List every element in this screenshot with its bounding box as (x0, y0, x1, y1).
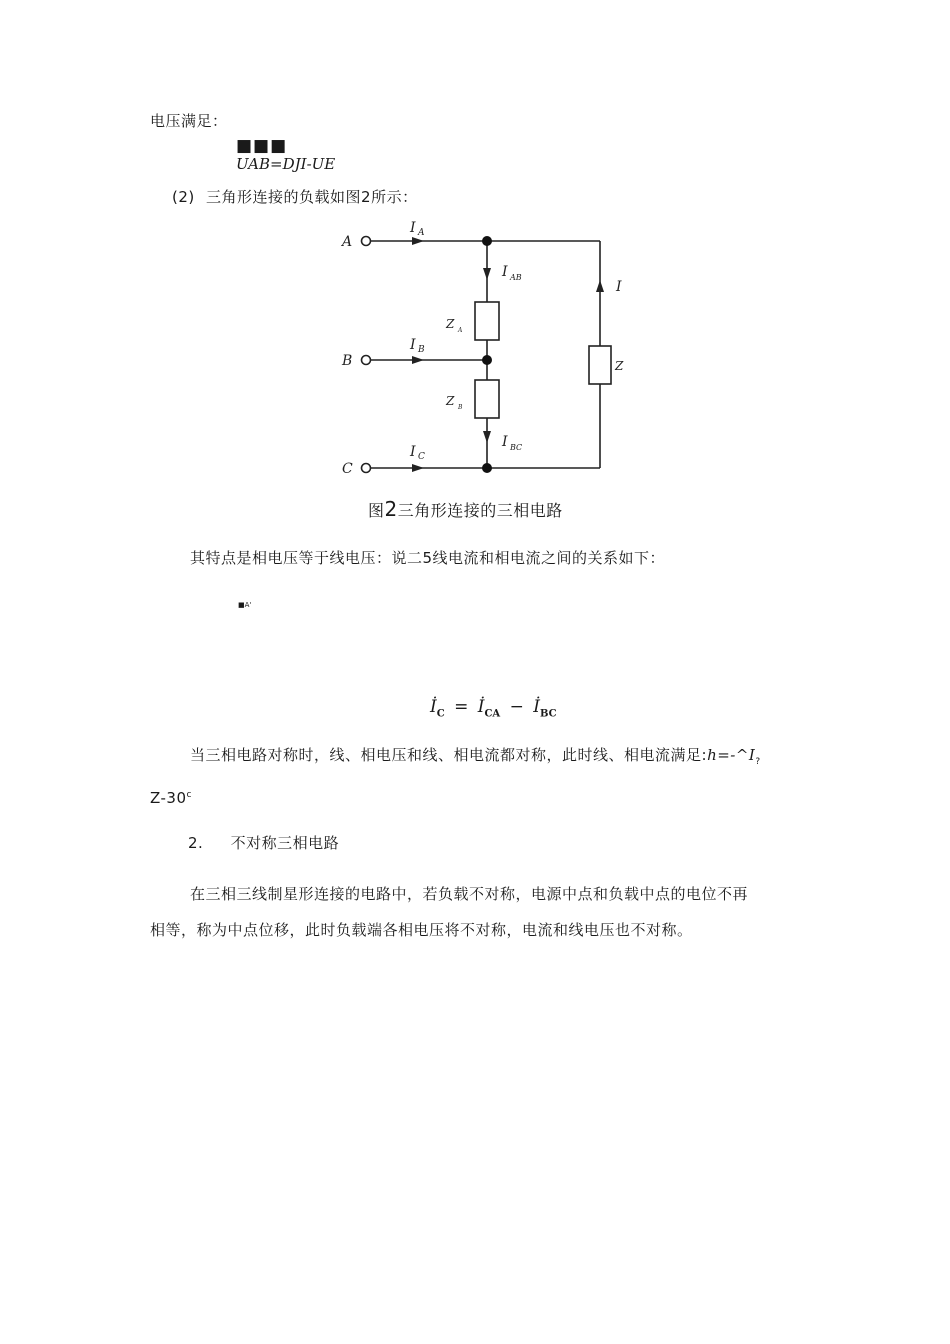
node-label-c: C (342, 461, 353, 477)
terminal-c (362, 464, 371, 473)
paragraph-symmetric-formula: h=-^I (707, 746, 756, 764)
label-zb-sub: B (458, 404, 463, 411)
eq-term1: İ (477, 697, 485, 717)
label-ib-sub: B (418, 345, 425, 355)
paragraph-symmetric (190, 744, 761, 767)
eq-term2: İ (533, 697, 540, 717)
paragraph-unbalanced-line1: 在三相三线制星形连接的电路中，若负载不对称，电源中点和负载中点的电位不再 (190, 885, 749, 903)
caption-prefix: 图 (368, 501, 385, 520)
list-item-2-text: 三角形连接的负载如图2所示： (206, 188, 418, 206)
intro-text: 电压满足： (150, 112, 228, 130)
angle-line (150, 789, 192, 807)
arrow-ibc (483, 431, 491, 443)
label-ib: I (410, 337, 416, 353)
placeholder-squares: ■■■ (236, 136, 288, 156)
label-i-right: I (616, 279, 622, 295)
paragraph-symmetric-text: 当三相电路对称时，线、相电压和线、相电流都对称，此时线、相电流满足: (190, 746, 708, 764)
label-ibc: I (502, 434, 508, 450)
label-iab: I (502, 264, 508, 280)
node-label-a: A (342, 234, 353, 250)
eq-equals: = (454, 697, 469, 717)
circuit-diagram (330, 218, 624, 480)
list-item-2 (172, 186, 418, 207)
current-equation (430, 697, 557, 719)
label-za: Z (446, 317, 455, 331)
label-ia: I (410, 220, 416, 236)
label-ibc-sub: BC (510, 443, 523, 452)
eq-term1-sub: CA (484, 708, 501, 720)
paragraph-relation: 其特点是相电压等于线电压：说二5线电流和相电流之间的关系如下： (190, 549, 666, 567)
section-heading (188, 832, 339, 853)
angle-value: Z-30 (150, 789, 187, 807)
eq-term2-sub: BC (539, 708, 557, 720)
arrow-ic (412, 464, 424, 472)
resistor-zb (475, 380, 499, 418)
eq-lhs: İ (430, 697, 437, 717)
eq-lhs-sub: C (436, 708, 445, 720)
paragraph-symmetric-formula-sub: ? (755, 757, 761, 767)
arrow-ib (412, 356, 424, 364)
caption-number: 2 (384, 497, 398, 521)
label-iab-sub: AB (510, 273, 522, 282)
resistor-za (475, 302, 499, 340)
label-za-sub: A (458, 327, 463, 334)
resistor-z-right (589, 346, 611, 384)
label-z-right: Z (615, 359, 624, 373)
section-number: 2. (188, 834, 204, 852)
angle-sup: c (186, 790, 192, 800)
delta-circuit-figure (330, 218, 624, 484)
node-label-b: B (342, 353, 353, 369)
label-ic: I (410, 444, 416, 460)
terminal-b (362, 356, 371, 365)
star-voltage-formula: UAB=DJI-UE (236, 155, 336, 173)
label-ia-sub: A (418, 228, 425, 238)
figure-caption (368, 497, 563, 521)
section-title: 不对称三相电路 (230, 834, 340, 852)
list-item-2-label: (2) (172, 188, 195, 206)
label-ic-sub: C (418, 452, 425, 462)
small-mark: ■A' (238, 601, 252, 609)
arrow-iab (483, 268, 491, 280)
arrow-ia (412, 237, 424, 245)
caption-text: 三角形连接的三相电路 (397, 501, 563, 520)
eq-minus: − (509, 697, 524, 717)
paragraph-unbalanced-line2: 相等，称为中点位移，此时负载端各相电压将不对称，电流和线电压也不对称。 (150, 921, 693, 939)
arrow-i-right (596, 280, 604, 292)
label-zb: Z (446, 394, 455, 408)
terminal-a (362, 237, 371, 246)
